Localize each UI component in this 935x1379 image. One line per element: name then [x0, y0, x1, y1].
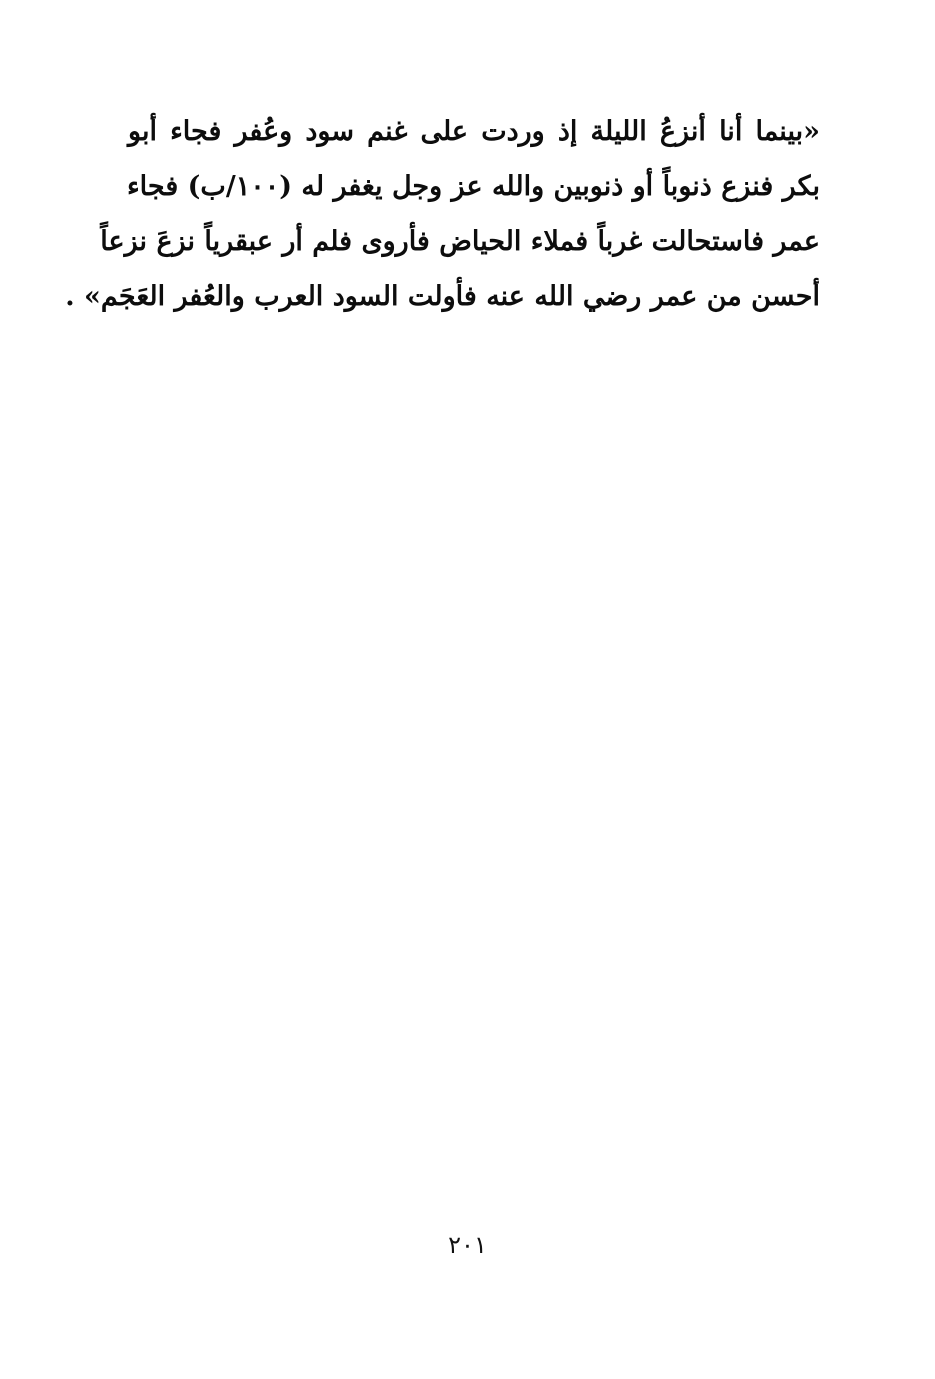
text-line: عمر فاستحالت غرباً فملاء الحياض فأروى فلم أر عبقرياً نزعَ نزعاً	[100, 226, 820, 257]
body-paragraph	[65, 104, 820, 324]
text-line: «بينما أنا أنزعُ الليلة إذ وردت على غنم سود وعُفر فجاء أبو	[128, 116, 820, 147]
text-line: أحسن من عمر رضي الله عنه فأولت السود العرب والعُفر العَجَم» .	[65, 281, 820, 312]
text-line: بكر فنزع ذنوباً أو ذنوبين والله عز وجل يغفر له (١٠٠/ب) فجاء	[126, 171, 820, 202]
page-number: ٢٠١	[448, 1231, 487, 1259]
